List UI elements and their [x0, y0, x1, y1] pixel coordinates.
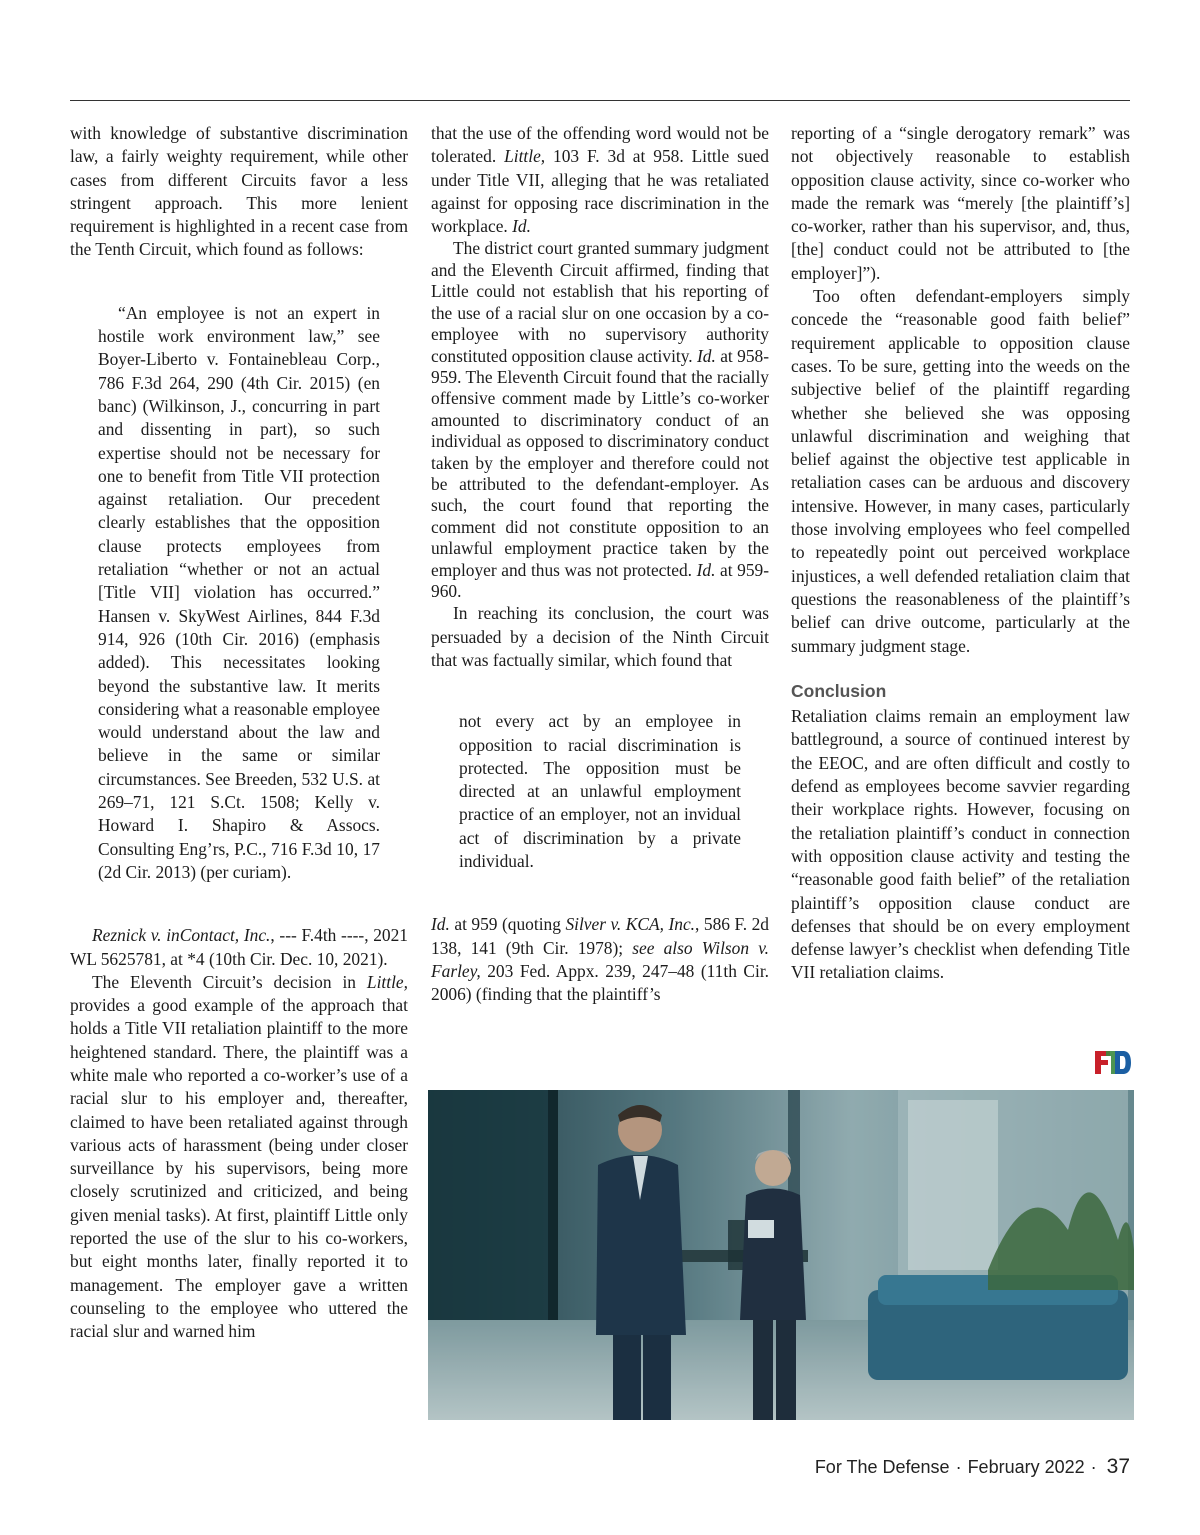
- publication-name: For The Defense: [814, 1457, 950, 1477]
- paragraph: In reaching its conclusion, the court was persuaded by a decision of the Ninth Circuit that was factually similar, which found that: [431, 603, 769, 670]
- text: The district court granted summary judgment and the Eleventh Circuit affirmed, finding that Little could not establish that his reporting of the use of a racial slur on one occasion by a co-employee with no supervisory authority constituted opposition clause activity.: [431, 238, 769, 366]
- text: , 586 F. 2d 138, 141 (9th Cir. 1978);: [431, 914, 769, 958]
- id-cite: Id.: [696, 559, 716, 580]
- case-name: Silver v. KCA, Inc.: [565, 914, 696, 935]
- top-rule: [70, 100, 1130, 101]
- text: at 959 (quoting: [449, 914, 566, 935]
- section-heading: Conclusion: [791, 680, 887, 701]
- paragraph: [70, 971, 408, 1344]
- id-cite: Id.: [512, 216, 531, 237]
- citation: [70, 924, 408, 971]
- text: at 959-960.: [431, 559, 770, 601]
- column-3: [791, 122, 1130, 985]
- id-cite: Id.: [431, 914, 450, 935]
- column-1: [70, 122, 408, 1344]
- case-name: Little,: [366, 971, 408, 992]
- page-footer: [815, 1455, 1130, 1479]
- paragraph: reporting of a “single derogatory remark” was not objectively reasonable to establish opposition clause activity, since co-worker who made the remark was “merely [the plaintiff’s] co-worker, rather than his supervisor, and, thus, [the] conduct could not be attributed to [the employer]”).: [791, 123, 1130, 283]
- text: that the use of the offending word would not be tolerated.: [431, 123, 769, 167]
- text: 203 Fed. Appx. 239, 247–48 (11th Cir. 2006) (finding that the plaintiff’s: [431, 960, 769, 1005]
- block-quote: “An employee is not an expert in hostile work environment law,” see Boyer-Liberto v. Fontainebleau Corp., 786 F.3d 264, 290 (4th Cir. 2015) (en banc) (Wilkinson, J., concurring in part and dissenting in part), so such expertise should not be necessary for one to benefit from Title VII protection against retaliation. Our precedent clearly establishes that the opposition clause protects employees from retaliation “whether or not an actual [Title VII] violation has occurred.” Hansen v. SkyWest Airlines, 844 F.3d 914, 926 (10th Cir. 2016) (emphasis added). This necessitates looking beyond the substantive law. It merits considering what a reasonable employee would understand about the law and believe in the same or similar circumstances. See Breeden, 532 U.S. at 269–71, 121 S.Ct. 1508; Kelly v. Howard I. Shapiro & Assocs. Consulting Eng’rs, P.C., 716 F.3d 10, 17 (2d Cir. 2013) (per curiam).: [98, 302, 381, 882]
- ftd-logo-icon: [1092, 1047, 1132, 1077]
- citation-text: , --- F.4th ----, 2021 WL 5625781, at *4 (10th Cir. Dec. 10, 2021).: [70, 925, 408, 969]
- id-cite: Id.: [697, 345, 716, 366]
- column-2: [431, 122, 769, 1007]
- issue-date: February 2022: [967, 1457, 1085, 1477]
- office-photo: [428, 1090, 1134, 1420]
- paragraph: Retaliation claims remain an employment law battleground, a source of continued interest by the EEOC, and are often difficult and costly to defend as employees become savvier regarding their workplace rights. However, focusing on the retaliation plaintiff’s conduct in connection with opposition clause activity and testing the “reasonable good faith belief” of the retaliation plaintiff’s opposition clause conduct are defenses that should be on every employment defense lawyer’s checklist when defending Title VII retaliation claims.: [791, 706, 1130, 983]
- paragraph: with knowledge of substantive discrimination law, a fairly weighty requirement, while other cases from different Circuits favor a less stringent approach. This more lenient requirement is highlighted in a recent case from the Tenth Circuit, which found as follows:: [70, 123, 408, 260]
- paragraph: Too often defendant-employers simply concede the “reasonable good faith belief” requirement applicable to opposition clause cases. To be sure, getting into the weeds on the subjective belief of the plaintiff regarding whether she believed she was opposing unlawful discrimination and weighing that belief against the objective test applicable in retaliation cases can be arduous and discovery intensive. However, in many cases, particularly those involving employees who feel compelled to repeatedly point out perceived workplace injustices, a well defended retaliation claim that questions the reasonableness of the plaintiff’s belief can drive outcome, particularly at the summary judgment stage.: [791, 286, 1130, 656]
- text: provides a good example of the approach that holds a Title VII retaliation plaintiff to the more heightened standard. There, the plaintiff was a white male who reported a co-worker’s use of a racial slur to his employer and, thereafter, claimed to have been retaliated against through various acts of harassment (being under closer surveillance by his supervisors, being more closely scrutinized and criticized, and being given menial tasks). At first, plaintiff Little only reported the use of the slur to his co-workers, but eight months later, finally reported it to management. The employer gave a written counseling to the employee who uttered the racial slur and warned him: [70, 995, 408, 1342]
- paragraph: [431, 122, 769, 238]
- page-number: 37: [1106, 1455, 1130, 1478]
- case-name: see also Wilson v. Farley,: [431, 937, 769, 981]
- separator: ·: [1090, 1457, 1097, 1477]
- case-name: Little,: [504, 146, 546, 167]
- text: at 958-959. The Eleventh Circuit found that the racially offensive comment made by Little’s co-worker amounted to discriminatory conduct of an individual as opposed to discriminatory conduct taken by the employer and therefore could not be attributed to the defendant-employer. As such, the court found that reporting the comment did not constitute opposition to an unlawful employment practice taken by the employer and thus was not protected.: [431, 345, 770, 580]
- text: The Eleventh Circuit’s decision in: [92, 971, 367, 992]
- separator: ·: [955, 1457, 962, 1477]
- citation: [431, 913, 769, 1006]
- text: 103 F. 3d at 958. Little sued under Title VII, alleging that he was retaliated against for opposing race discrimination in the workplace.: [431, 146, 769, 237]
- paragraph: [431, 238, 769, 602]
- block-quote: not every act by an employee in opposition to racial discrimination is protected. The opposition must be directed at an unlawful employment practice of an employer, not an invidual act of discrimination by a private individual.: [459, 711, 741, 872]
- case-name: Reznick v. inContact, Inc.: [92, 925, 271, 946]
